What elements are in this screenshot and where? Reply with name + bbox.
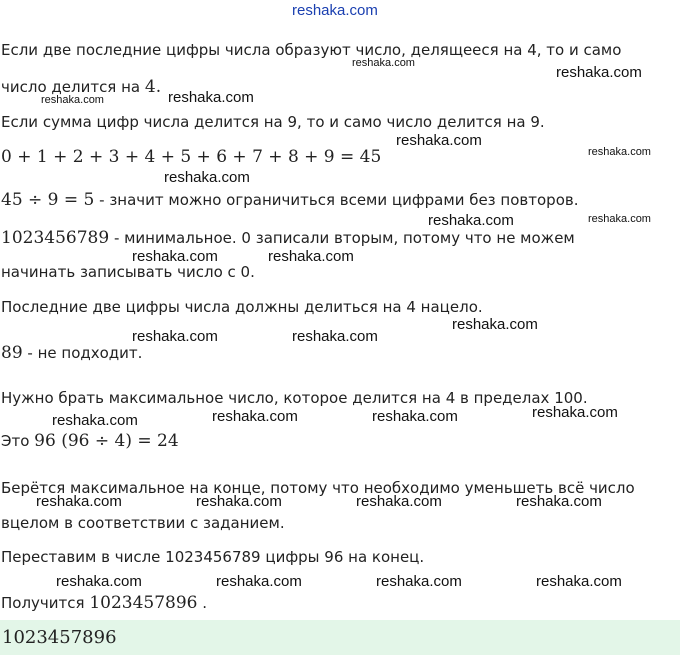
- watermark: reshaka.com: [428, 212, 514, 229]
- answer-value: 1023457896: [2, 627, 117, 648]
- text-line-5: [1, 190, 578, 210]
- math: 89: [1, 343, 23, 363]
- text: - значит можно ограничиться всеми цифрами без повторов.: [94, 191, 579, 209]
- text-line-15: [1, 593, 207, 613]
- watermark: reshaka.com: [532, 404, 618, 421]
- watermark: reshaka.com: [41, 94, 104, 106]
- watermark: reshaka.com: [56, 573, 142, 590]
- math-sum: 0 + 1 + 2 + 3 + 4 + 5 + 6 + 7 + 8 + 9 = 45: [1, 147, 382, 167]
- text-line-10: Нужно брать максимальное число, которое делится на 4 в пределах 100.: [1, 389, 588, 407]
- watermark: reshaka.com: [452, 316, 538, 333]
- text-line-11: [1, 431, 179, 451]
- watermark: reshaka.com: [168, 89, 254, 106]
- text-line-6: [1, 228, 575, 248]
- watermark: reshaka.com: [516, 493, 602, 510]
- math: 96 (96 ÷ 4) = 24: [34, 431, 179, 451]
- watermark: reshaka.com: [356, 493, 442, 510]
- watermark: reshaka.com: [132, 248, 218, 265]
- text: - минимальное. 0 записали вторым, потому что не можем: [109, 229, 575, 247]
- text-line-14: Переставим в числе 1023456789 цифры 96 на конец.: [1, 548, 425, 566]
- answer-box: [0, 620, 680, 655]
- text: - не подходит.: [22, 344, 143, 362]
- watermark: reshaka.com: [132, 328, 218, 345]
- watermark: reshaka.com: [268, 248, 354, 265]
- watermark: reshaka.com: [52, 412, 138, 429]
- watermark: reshaka.com: [212, 408, 298, 425]
- site-link[interactable]: reshaka.com: [292, 2, 378, 19]
- text: .: [197, 594, 208, 612]
- watermark: reshaka.com: [376, 573, 462, 590]
- watermark: reshaka.com: [216, 573, 302, 590]
- watermark: reshaka.com: [588, 146, 651, 158]
- text-line-7: начинать записывать число с 0.: [1, 263, 255, 281]
- text-line-9: [1, 343, 142, 363]
- watermark: reshaka.com: [536, 573, 622, 590]
- text-line-12: Берётся максимальное на конце, потому что необходимо уменьшеть всё число: [1, 479, 635, 497]
- text-line-13: вцелом в соответствии с заданием.: [1, 514, 285, 532]
- text-line-8: Последние две цифры числа должны делиться на 4 нацело.: [1, 298, 483, 316]
- watermark: reshaka.com: [164, 169, 250, 186]
- text: Это: [1, 432, 35, 450]
- text: Получится: [1, 594, 90, 612]
- math: 1023456789: [1, 228, 110, 248]
- math: 45 ÷ 9 = 5: [1, 190, 95, 210]
- watermark: reshaka.com: [396, 132, 482, 149]
- watermark: reshaka.com: [36, 493, 122, 510]
- math: 4.: [144, 77, 162, 97]
- watermark: reshaka.com: [556, 64, 642, 81]
- text-line-3: Если сумма цифр числа делится на 9, то и само число делится на 9.: [1, 113, 545, 131]
- watermark: reshaka.com: [372, 408, 458, 425]
- watermark: reshaka.com: [352, 57, 415, 69]
- watermark: reshaka.com: [292, 328, 378, 345]
- watermark: reshaka.com: [588, 213, 651, 225]
- math: 1023457896: [89, 593, 198, 613]
- watermark: reshaka.com: [196, 493, 282, 510]
- text: число делится на: [1, 78, 145, 96]
- text-line-1: Если две последние цифры числа образуют число, делящееся на 4, то и само: [1, 41, 622, 59]
